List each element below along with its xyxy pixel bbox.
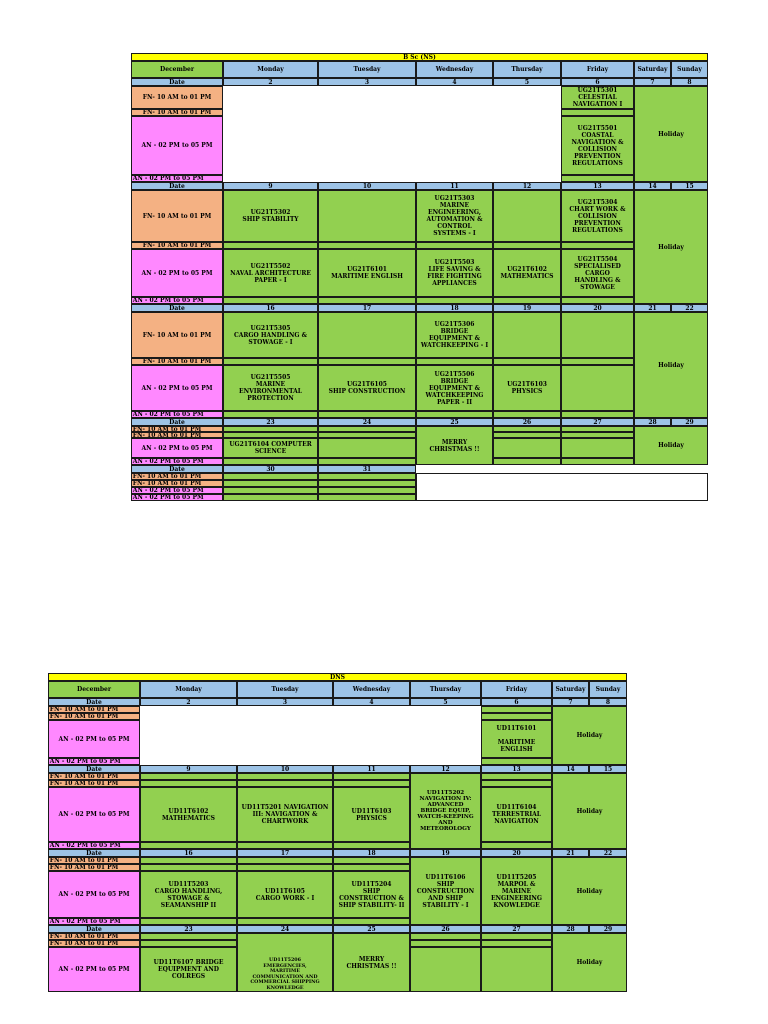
day-header-tuesday: Tuesday	[318, 61, 417, 79]
date-cell: 12	[410, 765, 482, 774]
slot-fn: FN- 10 AM to 01 PM	[131, 242, 224, 250]
exam-cell: UG21T6105 SHIP CONSTRUCTION	[318, 365, 417, 412]
date-cell: 12	[493, 182, 562, 191]
date-label: Date	[48, 849, 141, 858]
day-header-monday: Monday	[140, 681, 238, 699]
month-header: December	[131, 61, 224, 79]
date-label: Date	[48, 765, 141, 774]
date-cell: 14	[634, 182, 672, 191]
exam-cell: UG21T5301 CELESTIAL NAVIGATION I	[561, 86, 635, 110]
date-cell: 20	[561, 304, 635, 313]
date-cell: 7	[552, 698, 590, 707]
empty-block	[223, 86, 562, 183]
date-cell: 8	[671, 78, 709, 87]
slot-an: AN - 02 PM to 05 PM	[131, 297, 224, 305]
date-cell: 15	[589, 765, 628, 774]
exam-cell: UD11T6104 TERRESTRIAL NAVIGATION	[481, 787, 553, 843]
date-cell: 3	[318, 78, 417, 87]
exam-cell	[561, 458, 635, 466]
date-cell: 17	[318, 304, 417, 313]
date-cell: 4	[416, 78, 494, 87]
slot-fn: FN- 10 AM to 01 PM	[131, 480, 224, 488]
date-cell: 8	[589, 698, 628, 707]
date-label: Date	[131, 78, 224, 87]
exam-cell	[318, 312, 417, 359]
date-cell: 9	[223, 182, 319, 191]
date-cell: 5	[410, 698, 482, 707]
date-cell: 3	[237, 698, 334, 707]
slot-fn: FN- 10 AM to 01 PM	[131, 109, 224, 117]
slot-an: AN - 02 PM to 05 PM	[48, 918, 141, 926]
date-cell: 20	[481, 849, 553, 858]
exam-cell: UD11T6102 MATHEMATICS	[140, 787, 238, 843]
exam-cell: UG21T5506 BRIDGE EQUIPMENT & WATCHKEEPING PAPER - II	[416, 365, 494, 412]
exam-cell: UG21T6104 COMPUTER SCIENCE	[223, 438, 319, 459]
day-header-thursday: Thursday	[493, 61, 562, 79]
slot-fn: FN- 10 AM to 01 PM	[48, 780, 141, 788]
date-cell: 17	[237, 849, 334, 858]
exam-cell: UG21T5304 CHART WORK & COLLISION PREVENTION REGULATIONS	[561, 190, 635, 243]
slot-an: AN - 02 PM to 05 PM	[48, 871, 141, 919]
exam-cell	[493, 312, 562, 359]
date-cell: 14	[552, 765, 590, 774]
slot-an: AN - 02 PM to 05 PM	[48, 947, 141, 993]
date-cell: 9	[140, 765, 238, 774]
exam-cell: UG21T5501 COASTAL NAVIGATION & COLLISION PREVENTION REGULATIONS	[561, 116, 635, 176]
slot-fn: FN- 10 AM to 01 PM	[48, 713, 141, 721]
christmas-cell: MERRY CHRISTMAS !!	[333, 933, 411, 993]
holiday-cell: Holiday	[552, 857, 628, 926]
exam-cell: UG21T6101 MARITIME ENGLISH	[318, 249, 417, 298]
date-cell: 22	[671, 304, 709, 313]
exam-cell	[318, 190, 417, 243]
date-cell: 2	[223, 78, 319, 87]
exam-cell	[318, 494, 417, 502]
slot-fn: FN- 10 AM to 01 PM	[131, 473, 224, 481]
slot-fn: FN- 10 AM to 01 PM	[131, 312, 224, 359]
holiday-cell: Holiday	[552, 706, 628, 766]
bsc-ns-timetable	[131, 53, 708, 518]
date-cell: 13	[481, 765, 553, 774]
slot-an: AN - 02 PM to 05 PM	[48, 842, 141, 850]
day-header-saturday: Saturday	[552, 681, 590, 699]
date-cell: 23	[223, 418, 319, 427]
slot-an: AN - 02 PM to 05 PM	[131, 438, 224, 459]
date-cell: 25	[333, 925, 411, 934]
date-cell: 11	[333, 765, 411, 774]
date-label: Date	[131, 418, 224, 427]
date-label: Date	[131, 182, 224, 191]
date-cell: 30	[223, 465, 319, 474]
exam-cell: UG21T5302 SHIP STABILITY	[223, 190, 319, 243]
holiday-cell: Holiday	[634, 86, 709, 183]
date-cell: 16	[223, 304, 319, 313]
date-cell: 29	[671, 418, 709, 427]
day-header-sunday: Sunday	[589, 681, 628, 699]
date-cell: 24	[237, 925, 334, 934]
date-cell: 21	[634, 304, 672, 313]
exam-cell: UD11T6107 BRIDGE EQUIPMENT AND COLREGS	[140, 947, 238, 993]
date-cell: 27	[561, 418, 635, 427]
exam-cell	[318, 438, 417, 459]
exam-cell: UG21T5504 SPECIALISED CARGO HANDLING & STOWAGE	[561, 249, 635, 298]
date-cell: 10	[318, 182, 417, 191]
date-cell: 19	[410, 849, 482, 858]
exam-cell: UD11T6103 PHYSICS	[333, 787, 411, 843]
exam-cell: UD11T5206 EMERGENCIES, MARITIME COMMUNICATION AND COMMERCIAL SHIPPING KNOWLEDGE	[237, 933, 334, 993]
date-label: Date	[131, 304, 224, 313]
slot-fn: FN- 10 AM to 01 PM	[48, 933, 141, 941]
exam-cell: UD11T5204 SHIP CONSTRUCTION & SHIP STABILITY- II	[333, 871, 411, 919]
date-cell: 28	[552, 925, 590, 934]
exam-cell	[223, 494, 319, 502]
holiday-cell: Holiday	[552, 773, 628, 850]
date-cell: 10	[237, 765, 334, 774]
slot-an: AN - 02 PM to 05 PM	[131, 249, 224, 298]
date-cell: 11	[416, 182, 494, 191]
exam-cell: UG21T5505 MARINE ENVIRONMENTAL PROTECTION	[223, 365, 319, 412]
empty-block	[140, 706, 482, 766]
date-cell: 22	[589, 849, 628, 858]
date-cell: 29	[589, 925, 628, 934]
date-cell: 26	[410, 925, 482, 934]
slot-an: AN - 02 PM to 05 PM	[131, 494, 224, 502]
slot-an: AN - 02 PM to 05 PM	[131, 116, 224, 176]
empty-block	[416, 473, 709, 502]
exam-cell: UD11T6106 SHIP CONSTRUCTION AND SHIP STABILITY - I	[410, 857, 482, 926]
day-header-sunday: Sunday	[671, 61, 709, 79]
exam-cell: UG21T5303 MARINE ENGINEERING, AUTOMATION & CONTROL SYSTEMS - I	[416, 190, 494, 243]
date-cell: 7	[634, 78, 672, 87]
slot-an: AN - 02 PM to 05 PM	[131, 487, 224, 495]
date-cell: 27	[481, 925, 553, 934]
day-header-friday: Friday	[481, 681, 553, 699]
date-cell: 13	[561, 182, 635, 191]
date-cell: 4	[333, 698, 411, 707]
day-header-thursday: Thursday	[410, 681, 482, 699]
slot-fn: FN- 10 AM to 01 PM	[48, 857, 141, 865]
holiday-cell: Holiday	[634, 426, 709, 466]
exam-cell: UD11T5202 NAVIGATION IV: ADVANCED BRIDGE EQUIP, WATCH-KEEPING AND METEOROLOGY	[410, 773, 482, 850]
date-cell: 15	[671, 182, 709, 191]
table-title: DNS	[48, 673, 628, 682]
day-header-monday: Monday	[223, 61, 319, 79]
exam-cell	[561, 365, 635, 412]
exam-cell	[410, 947, 482, 993]
slot-fn: FN- 10 AM to 01 PM	[131, 426, 224, 433]
exam-cell: UG21T6103 PHYSICS	[493, 365, 562, 412]
slot-fn: FN- 10 AM to 01 PM	[48, 940, 141, 948]
slot-fn: FN- 10 AM to 01 PM	[48, 864, 141, 872]
exam-cell	[493, 190, 562, 243]
slot-an: AN - 02 PM to 05 PM	[131, 365, 224, 412]
exam-cell: UD11T5201 NAVIGATION III: NAVIGATION & CHARTWORK	[237, 787, 334, 843]
christmas-cell: MERRY CHRISTMAS !!	[416, 426, 494, 466]
exam-cell: UG21T5503 LIFE SAVING & FIRE FIGHTING APPLIANCES	[416, 249, 494, 298]
day-header-tuesday: Tuesday	[237, 681, 334, 699]
date-cell: 26	[493, 418, 562, 427]
dns-timetable	[48, 673, 627, 1024]
exam-cell: UD11T5205 MARPOL & MARINE ENGINEERING KNOWLEDGE	[481, 857, 553, 926]
table-title: B Sc (NS)	[131, 53, 709, 62]
day-header-wednesday: Wednesday	[333, 681, 411, 699]
date-cell: 6	[481, 698, 553, 707]
date-cell: 18	[333, 849, 411, 858]
slot-fn: FN- 10 AM to 01 PM	[131, 432, 224, 439]
exam-cell	[493, 438, 562, 459]
day-header-friday: Friday	[561, 61, 635, 79]
holiday-cell: Holiday	[634, 312, 709, 419]
date-label: Date	[131, 465, 224, 474]
slot-an: AN - 02 PM to 05 PM	[48, 720, 141, 759]
slot-an: AN - 02 PM to 05 PM	[131, 411, 224, 419]
date-cell: 5	[493, 78, 562, 87]
date-cell: 18	[416, 304, 494, 313]
date-cell: 28	[634, 418, 672, 427]
exam-cell: UG21T5305 CARGO HANDLING & STOWAGE - I	[223, 312, 319, 359]
exam-cell: UD11T5203 CARGO HANDLING, STOWAGE & SEAMANSHIP II	[140, 871, 238, 919]
exam-cell: UG21T5502 NAVAL ARCHITECTURE PAPER - I	[223, 249, 319, 298]
day-header-saturday: Saturday	[634, 61, 672, 79]
slot-an: AN - 02 PM to 05 PM	[131, 175, 224, 183]
slot-an: AN - 02 PM to 05 PM	[131, 458, 224, 466]
exam-cell	[561, 312, 635, 359]
slot-an: AN - 02 PM to 05 PM	[48, 787, 141, 843]
exam-cell: UD11T6101 MARITIME ENGLISH	[481, 720, 553, 759]
date-label: Date	[48, 925, 141, 934]
exam-cell: UG21T6102 MATHEMATICS	[493, 249, 562, 298]
slot-fn: FN- 10 AM to 01 PM	[131, 190, 224, 243]
slot-fn: FN- 10 AM to 01 PM	[48, 706, 141, 714]
exam-cell	[481, 947, 553, 993]
date-cell: 31	[318, 465, 417, 474]
date-label: Date	[48, 698, 141, 707]
slot-fn: FN- 10 AM to 01 PM	[48, 773, 141, 781]
slot-fn: FN- 10 AM to 01 PM	[131, 86, 224, 110]
date-cell: 6	[561, 78, 635, 87]
month-header: December	[48, 681, 141, 699]
date-cell: 2	[140, 698, 238, 707]
exam-cell	[493, 458, 562, 466]
date-cell: 24	[318, 418, 417, 427]
day-header-wednesday: Wednesday	[416, 61, 494, 79]
slot-an: AN - 02 PM to 05 PM	[48, 758, 141, 766]
slot-fn: FN- 10 AM to 01 PM	[131, 358, 224, 366]
date-cell: 16	[140, 849, 238, 858]
date-cell: 25	[416, 418, 494, 427]
date-cell: 23	[140, 925, 238, 934]
date-cell: 21	[552, 849, 590, 858]
exam-cell: UD11T6105 CARGO WORK - I	[237, 871, 334, 919]
exam-cell	[561, 438, 635, 459]
exam-cell: UG21T5306 BRIDGE EQUIPMENT & WATCHKEEPING - I	[416, 312, 494, 359]
date-cell: 19	[493, 304, 562, 313]
holiday-cell: Holiday	[552, 933, 628, 993]
holiday-cell: Holiday	[634, 190, 709, 305]
